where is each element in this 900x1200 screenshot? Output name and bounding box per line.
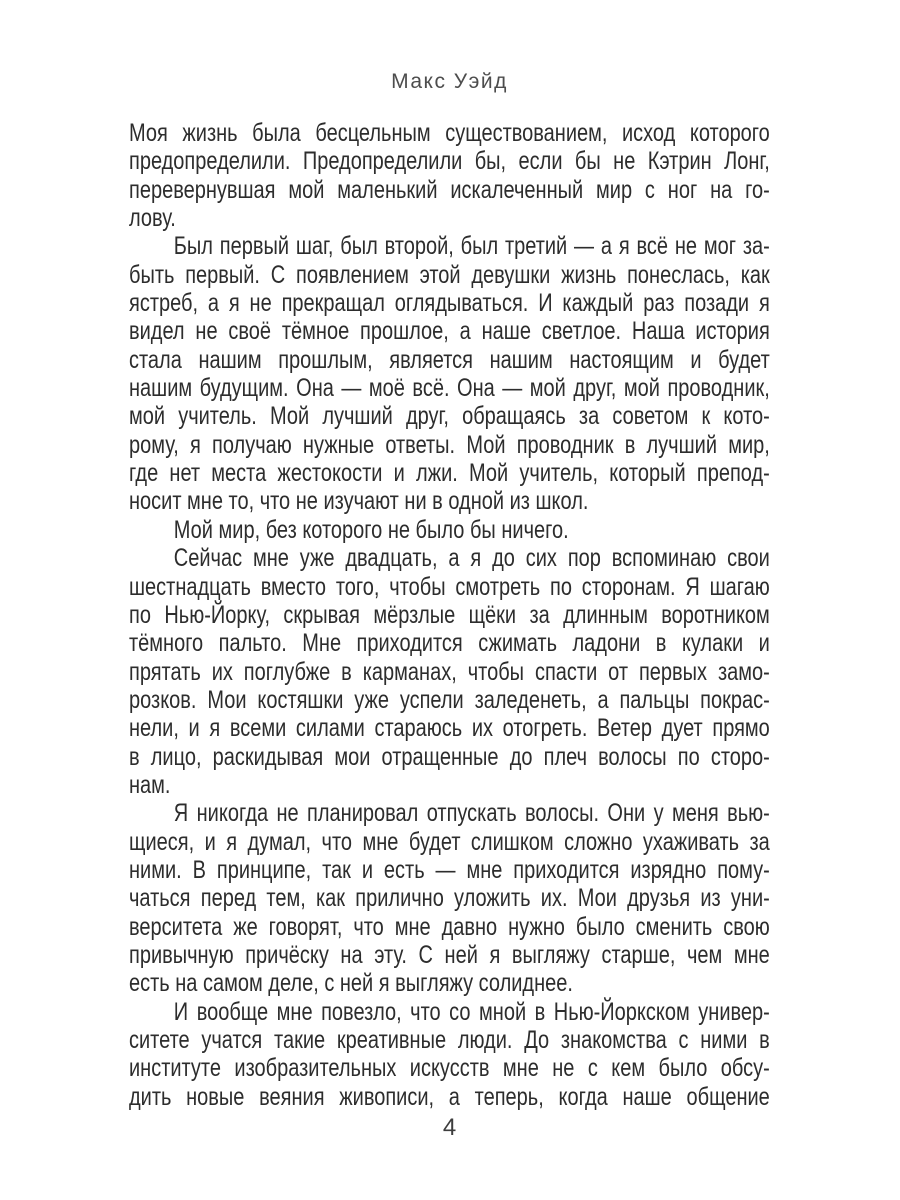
text-line: Сейчас мне уже двадцать, а я до сих пор вспоминаю свои [173, 544, 770, 573]
text-line: рому, я получаю нужные ответы. Мой проводник в лучший мир, [129, 430, 770, 459]
text-line: прятать их поглубже в карманах, чтобы спасти от первых замо- [129, 657, 770, 686]
text-line: ситете учатся такие креативные люди. До знакомства с ними в [129, 1026, 770, 1054]
page-number: 4 [442, 1114, 457, 1141]
text-line: быть первый. С появлением этой девушки жизнь понеслась, как [129, 260, 770, 289]
text-line: по Нью-Йорку, скрывая мёрзлые щёки за длинным воротником [129, 600, 770, 629]
paragraph [129, 799, 770, 997]
text-line: привычную причёску на эту. С ней я выгляжу старше, чем мне [129, 940, 770, 969]
text-line: шестнадцать вместо того, чтобы смотреть по сторонам. Я шагаю [129, 572, 770, 601]
running-header-author: Макс Уэйд [391, 70, 508, 93]
text-line: Я никогда не планировал отпускать волосы. Они у меня вью- [173, 799, 770, 828]
text-line: предопределили. Предопределили бы, если бы не Кэтрин Лонг, [129, 147, 770, 176]
paragraph [129, 232, 770, 515]
text-line: нашим будущим. Она — моё всё. Она — мой друг, мой проводник, [129, 374, 770, 403]
paragraph [129, 544, 770, 799]
text-line: мой учитель. Мой лучший друг, обращаясь за советом к кото- [129, 402, 770, 431]
text-line: ними. В принципе, так и есть — мне приходится изрядно пому- [129, 855, 770, 884]
text-line: есть на самом деле, с ней я выгляжу солиднее. [129, 969, 573, 998]
text-line: щиеся, и я думал, что мне будет слишком сложно ухаживать за [129, 827, 770, 856]
text-line: тёмного пальто. Мне приходится сжимать ладони в кулаки и [129, 629, 770, 658]
page-text [129, 119, 770, 1111]
text-line: Моя жизнь была бесцельным существованием, исход которого [129, 119, 770, 147]
text-line: институте изобразительных искусств мне не с кем было обсу- [129, 1054, 770, 1083]
paragraph [129, 119, 770, 232]
text-line: где нет места жестокости и лжи. Мой учитель, который препод- [129, 459, 770, 488]
text-line: перевернувшая мой маленький искалеченный мир с ног на го- [129, 175, 770, 204]
paragraph [129, 998, 770, 1111]
text-line: ястреб, а я не прекращал оглядываться. И каждый раз позади я [129, 289, 770, 318]
text-line: в лицо, раскидывая мои отращенные до плеч волосы по сторо- [129, 742, 770, 771]
text-line: дить новые веяния живописи, а теперь, когда наше общение [129, 1082, 770, 1111]
text-line: верситета же говорят, что мне давно нужно было сменить свою [129, 912, 770, 941]
text-line: нели, и я всеми силами стараюсь их отогреть. Ветер дует прямо [129, 714, 770, 743]
text-line: чаться перед тем, как прилично уложить их. Мои друзья из уни- [129, 884, 770, 913]
paragraph [129, 516, 770, 544]
text-line: нам. [129, 770, 171, 799]
text-line: носит мне то, что не изучают ни в одной из школ. [129, 487, 589, 516]
text-line: розков. Мои костяшки уже успели заледенеть, а пальцы покрас- [129, 685, 770, 714]
text-line: И вообще мне повезло, что со мной в Нью-Йоркском универ- [173, 997, 770, 1026]
text-line: Был первый шаг, был второй, был третий — а я всё не мог за- [173, 232, 770, 261]
text-line: лову. [129, 204, 176, 233]
text-line: видел не своё тёмное прошлое, а наше светлое. Наша история [129, 317, 770, 346]
text-line: Мой мир, без которого не было бы ничего. [173, 515, 569, 544]
text-line: стала нашим прошлым, является нашим настоящим и будет [129, 345, 770, 374]
